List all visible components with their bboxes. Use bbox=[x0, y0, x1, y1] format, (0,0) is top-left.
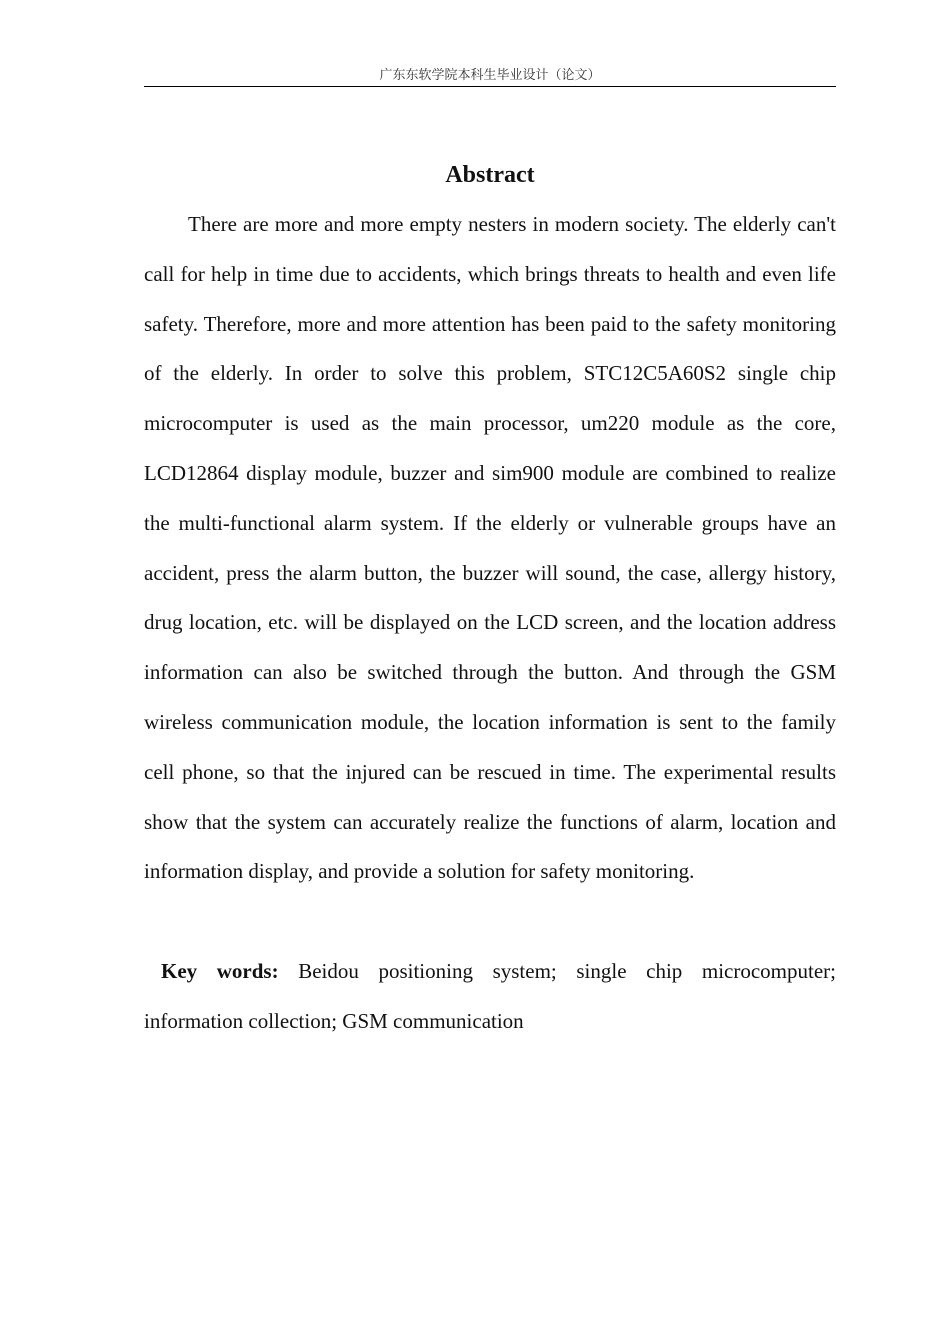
running-header bbox=[144, 66, 836, 87]
keywords-line-1 bbox=[144, 947, 836, 997]
running-header-text: 广东东软学院本科生毕业设计（论文） bbox=[379, 68, 601, 83]
keywords-label: Key words: bbox=[161, 959, 279, 983]
abstract-title: Abstract bbox=[445, 162, 535, 188]
keywords-text-1: Beidou positioning system; single chip microcomputer; bbox=[298, 959, 836, 983]
keywords-line-2: information collection; GSM communication bbox=[144, 1008, 524, 1033]
abstract-body: There are more and more empty nesters in modern society. The elderly can't call for help in time due to accidents, which brings threats to health and even life safety. Therefore, more and more attention has been paid to the safety monitoring of the elderly. In order to solve this problem, STC12C5A60S2 single chip microcomputer is used as the main processor, um220 module as the core, LCD12864 display module, buzzer and sim900 module are combined to realize the multi-functional alarm system. If the elderly or vulnerable groups have an accident, press the alarm button, the buzzer will sound, the case, allergy history, drug location, etc. will be displayed on the LCD screen, and the location address information can also be switched through the button. And through the GSM wireless communication module, the location information is sent to the family cell phone, so that the injured can be rescued in time. The experimental results show that the system can accurately realize the functions of alarm, location and information display, and provide a solution for safety monitoring. bbox=[144, 212, 836, 884]
keywords-section bbox=[144, 947, 836, 1047]
